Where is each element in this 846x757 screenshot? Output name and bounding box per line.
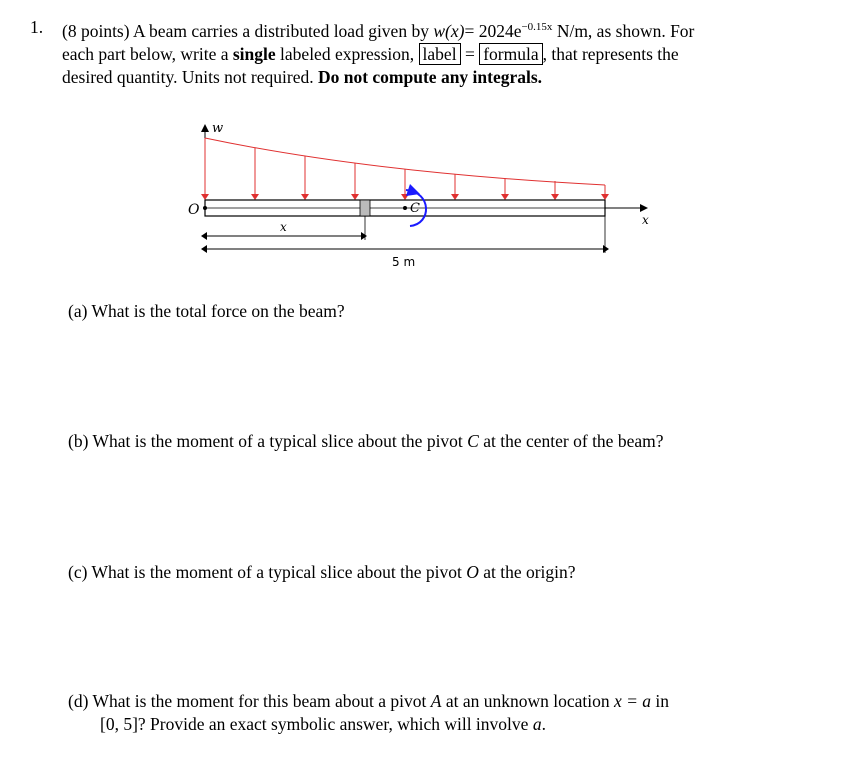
instruction-text-4: desired quantity. Units not required. (62, 66, 314, 87)
part-b-label: (b) (68, 431, 89, 451)
instruction-text-2: labeled expression, (280, 43, 415, 64)
load-function: w(x) (433, 20, 465, 41)
part-c-text-2: at the origin? (483, 562, 576, 582)
part-d-symbol: A (430, 691, 442, 711)
intro-text: A beam carries a distributed load given by (133, 20, 429, 41)
x-axis-arrow (640, 204, 648, 212)
equals-sign: = (464, 43, 475, 64)
part-a-label: (a) (68, 301, 88, 321)
part-d-equation: x = a (613, 691, 652, 711)
origin-label: O (188, 202, 200, 218)
units-text: N/m, as shown. For (556, 20, 695, 41)
points: (8 points) (62, 20, 130, 41)
part-b-text: What is the moment of a typical slice about the pivot (92, 431, 463, 451)
part-d-text-2: at an unknown location (445, 691, 610, 711)
x-axis-label: x (642, 213, 649, 227)
formula-box: formula (479, 43, 542, 65)
w-label: w (212, 121, 224, 136)
part-d (68, 690, 788, 736)
part-c-symbol: O (466, 562, 479, 582)
pivot-label: C (410, 201, 420, 216)
part-c-text: What is the moment of a typical slice about the pivot (91, 562, 462, 582)
problem-number: 1. (30, 17, 44, 37)
part-d-label: (d) (68, 691, 89, 711)
single-emphasis: single (232, 43, 276, 64)
length-label: 5 m (392, 255, 416, 269)
part-b-symbol: C (467, 431, 479, 451)
part-d-text-3: in (655, 691, 670, 711)
instruction-text: each part below, write a (62, 43, 229, 64)
part-d-text: What is the moment for this beam about a pivot (92, 691, 427, 711)
part-d-line2-end: . (541, 714, 546, 734)
load-arrowheads (201, 194, 609, 200)
part-b-text-2: at the center of the beam? (483, 431, 664, 451)
problem-statement (30, 16, 790, 89)
load-arrows (205, 138, 605, 197)
instruction-text-3: , that represents the (542, 43, 679, 64)
part-c-label: (c) (68, 562, 88, 582)
part-d-line2: [0, 5]? Provide an exact symbolic answer, which will involve (100, 714, 529, 734)
part-a (68, 300, 788, 323)
moment-arrowhead (406, 184, 420, 196)
beam-diagram (180, 118, 660, 278)
label-box: label (419, 43, 461, 65)
part-d-line2-symbol: a (532, 714, 542, 734)
pivot-point (403, 206, 407, 210)
no-integrals-emphasis: Do not compute any integrals. (317, 66, 543, 87)
part-b (68, 430, 788, 453)
slice-position-label: x (280, 220, 287, 234)
formula-rhs: = 2024e (464, 20, 522, 41)
formula-exponent: −0.15x (521, 21, 553, 33)
origin-point (203, 206, 207, 210)
part-a-text: What is the total force on the beam? (91, 301, 345, 321)
part-c (68, 561, 788, 584)
slice (360, 200, 370, 216)
w-axis-arrow (201, 124, 209, 132)
